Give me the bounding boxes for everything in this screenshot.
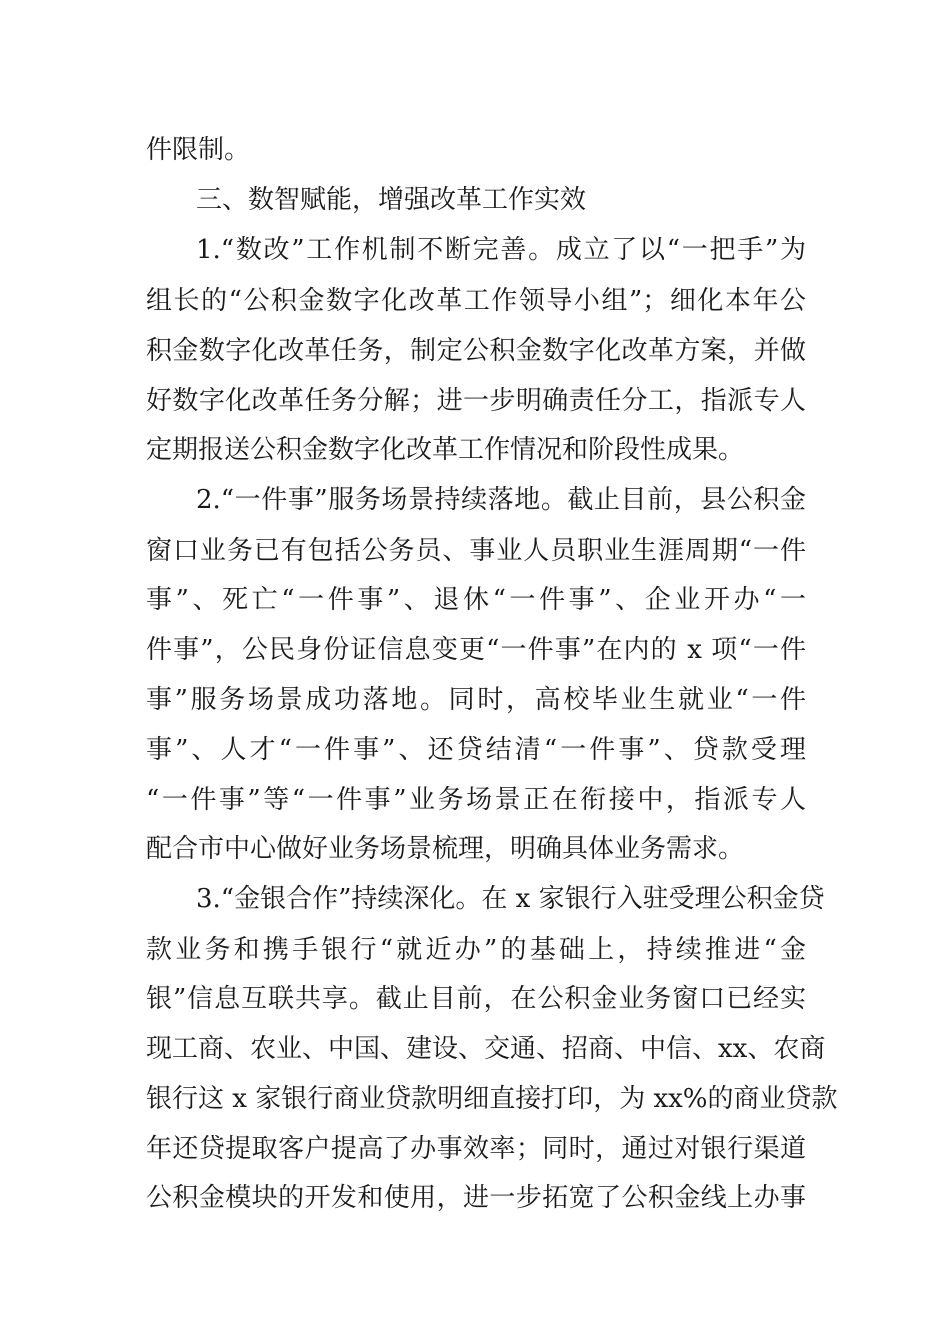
text-line: 件限制。 [146,135,251,165]
text-line: 银”信息互联共享。截止目前，在公积金业务窗口已经实 [146,984,806,1014]
text-line: 事”服务场景成功落地。同时，高校毕业生就业“一件 [146,685,806,715]
text-line: 银行这 x 家银行商业贷款明细直接打印，为 xx%的商业贷款 [146,1084,838,1114]
text-line: 组长的“公积金数字化改革工作领导小组”；细化本年公 [146,286,806,316]
text-line: 事”、死亡“一件事”、退休“一件事”、企业开办“一 [146,585,806,615]
text-line: 配合市中心做好业务场景梳理，明确具体业务需求。 [146,834,745,864]
text-line: “一件事”等“一件事”业务场景正在衔接中，指派专人 [146,785,806,815]
text-line: 积金数字化改革任务，制定公积金数字化改革方案，并做 [146,336,806,366]
text-line: 好数字化改革任务分解；进一步明确责任分工，指派专人 [146,386,806,416]
text-line: 年还贷提取客户提高了办事效率；同时，通过对银行渠道 [146,1134,806,1164]
text-line: 公积金模块的开发和使用，进一步拓宽了公积金线上办事 [146,1183,806,1213]
text-line: 定期报送公积金数字化改革工作情况和阶段性成果。 [146,435,745,465]
text-line: 3.“金银合作”持续深化。在 x 家银行入驻受理公积金贷 [196,884,825,914]
text-line: 件事”，公民身份证信息变更“一件事”在内的 x 项“一件 [146,635,806,665]
text-line: 2.“一件事”服务场景持续落地。截止目前，县公积金 [196,485,806,515]
text-line: 事”、人才“一件事”、还贷结清“一件事”、贷款受理 [146,735,806,765]
text-line: 款业务和携手银行“就近办”的基础上，持续推进“金 [146,935,806,965]
section-heading: 三、数智赋能，增强改革工作实效 [196,185,587,215]
text-line: 窗口业务已有包括公务员、事业人员职业生涯周期“一件 [146,536,806,566]
text-line: 现工商、农业、中国、建设、交通、招商、中信、xx、农商 [146,1034,826,1064]
text-line: 1.“数改”工作机制不断完善。成立了以“一把手”为 [196,235,806,265]
